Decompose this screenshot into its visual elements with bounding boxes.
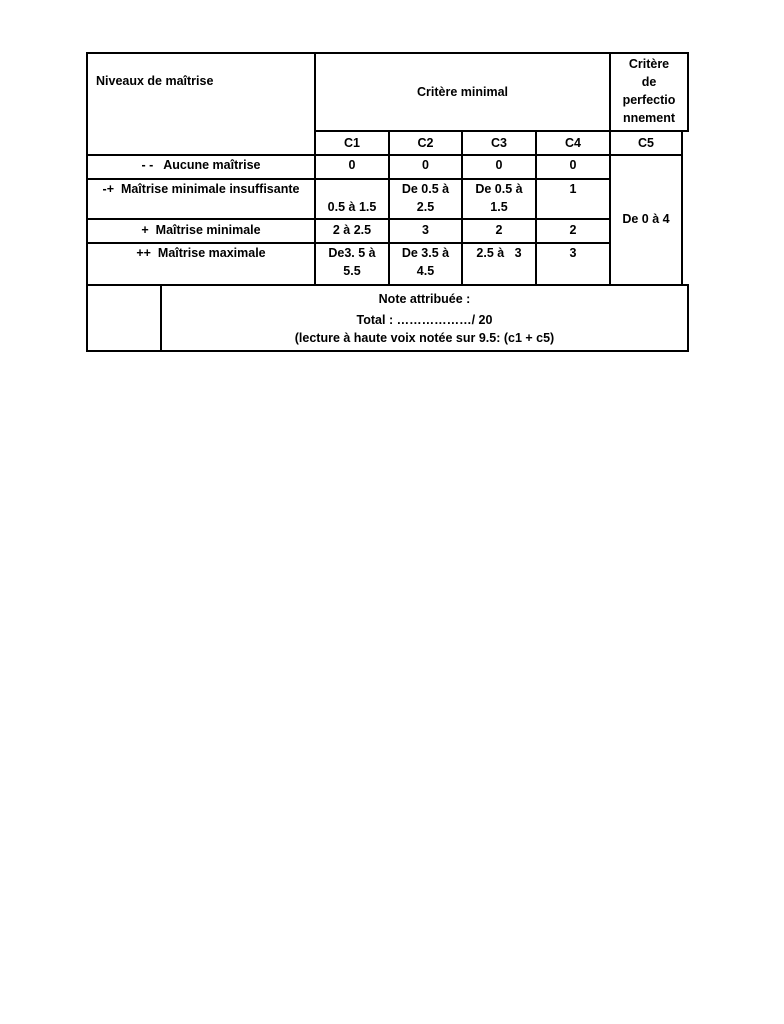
row-3-level: + Maîtrise minimale	[141, 223, 261, 237]
col-header-c1-label: C1	[344, 136, 360, 150]
header-levels-cell	[86, 52, 316, 156]
col-header-c3-label: C3	[491, 136, 507, 150]
row-2-c3-line-1: De 0.5 à	[475, 182, 523, 196]
row-3-c2: 3	[422, 223, 429, 237]
row-4-c2-line-1: De 3.5 à	[401, 246, 450, 260]
footer-total: Total : ………………/ 20	[356, 313, 493, 327]
perfection-header-line-4: nnement	[622, 111, 676, 125]
row-3-c3: 2	[495, 223, 503, 237]
col-header-c5-label: C5	[638, 136, 654, 150]
footer-title: Note attribuée :	[378, 292, 471, 306]
perfection-header-line-2: de	[641, 75, 657, 89]
row-4-level: ++ Maîtrise maximale	[136, 246, 266, 260]
row-2-c4: 1	[569, 182, 577, 196]
c5-value: De 0 à 4	[622, 212, 670, 226]
perfection-header-line-1: Critère	[628, 57, 670, 71]
row-3-c1: 2 à 2.5	[332, 223, 372, 237]
row-2-c2-line-1: De 0.5 à	[401, 182, 450, 196]
row-1-c4: 0	[569, 158, 577, 172]
row-2-c3-line-2: 1.5	[490, 200, 508, 214]
col-header-c4-label: C4	[565, 136, 581, 150]
row-4-c2-line-2: 4.5	[416, 264, 435, 278]
perfection-header-line-3: perfectio	[622, 93, 676, 107]
row-4-c1-line-2: 5.5	[343, 264, 361, 278]
row-3-c4: 2	[569, 223, 577, 237]
row-2-c1: 0.5 à 1.5	[327, 200, 377, 214]
col-header-c2-label: C2	[417, 136, 434, 150]
row-4-c1-line-1: De3. 5 à	[328, 246, 376, 260]
row-4-c4: 3	[569, 246, 577, 260]
levels-header-label: Niveaux de maîtrise	[96, 74, 214, 88]
min-criterion-header-label: Critère minimal	[416, 85, 508, 99]
row-2-level: -+ Maîtrise minimale insuffisante	[102, 182, 300, 196]
row-1-c3: 0	[495, 158, 503, 172]
row-1-c1: 0	[348, 158, 356, 172]
row-4-c3: 2.5 à 3	[476, 246, 522, 260]
row-1-c2: 0	[422, 158, 429, 172]
footer-left-cell	[86, 284, 162, 352]
footer-note: (lecture à haute voix notée sur 9.5: (c1 + c5)	[294, 331, 555, 345]
row-1-level: - - Aucune maîtrise	[141, 158, 261, 172]
row-2-c2-line-2: 2.5	[416, 200, 435, 214]
